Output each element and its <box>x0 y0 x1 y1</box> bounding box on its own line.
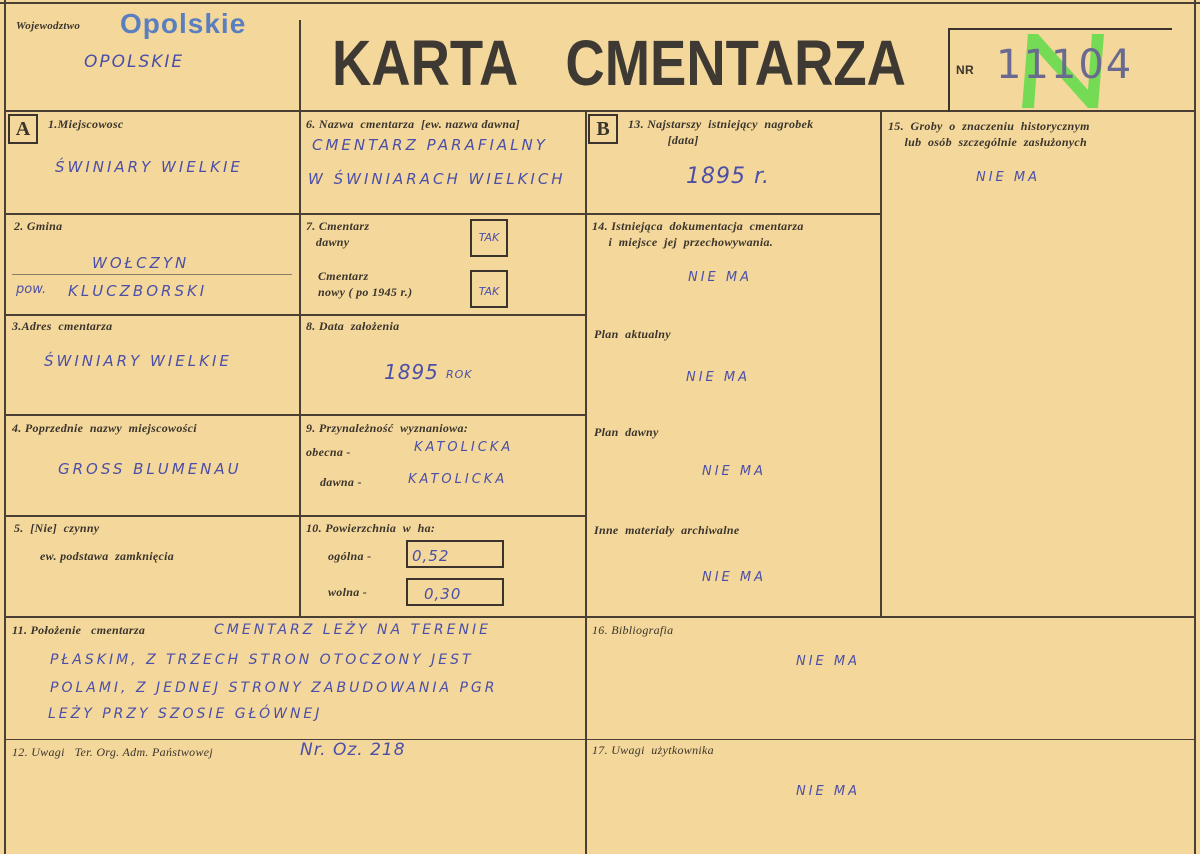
field-15-value: NIE MA <box>976 170 1041 185</box>
archive-materials-value: NIE MA <box>702 570 767 585</box>
field-2-value2: KLUCZBORSKI <box>68 282 208 300</box>
gmina-underline <box>12 274 292 275</box>
nr-label: NR <box>956 63 974 77</box>
field-9-former: KATOLICKA <box>408 472 508 487</box>
field-15-label: 15. Groby o znaczeniu historycznym lub osób szczególnie zasłużonych <box>888 119 1090 149</box>
wojewodztwo-value: OPOLSKIE <box>84 52 185 72</box>
field-11-line: POLAMI, Z JEDNEJ STRONY ZABUDOWANIA PGR <box>50 680 498 696</box>
field-9-current: KATOLICKA <box>414 440 514 455</box>
field-11-line: CMENTARZ LEŻY NA TERENIE <box>214 622 491 638</box>
plan-old-value: NIE MA <box>702 464 767 479</box>
field-2-label: 2. Gmina <box>14 219 63 233</box>
field-11-line: PŁASKIM, Z TRZECH STRON OTOCZONY JEST <box>50 652 474 668</box>
field-14-value: NIE MA <box>688 270 753 285</box>
divider <box>585 112 587 854</box>
divider <box>4 213 880 215</box>
border-top <box>0 2 1200 4</box>
field-13-label: 13. Najstarszy istniejący nagrobek [data] <box>628 117 814 147</box>
field-10-free-label: wolna - <box>328 585 368 599</box>
field-10-free: 0,30 <box>406 578 504 606</box>
field-10-total: 0,52 <box>406 540 504 568</box>
stamp-opolskie: Opolskie <box>120 8 247 39</box>
divider <box>880 112 882 617</box>
field-10-total-label: ogólna - <box>328 549 372 563</box>
wojewodztwo-label: Wojewodztwo <box>16 20 81 32</box>
field-14-label: 14. Istniejąca dokumentacja cmentarza i miejsce jej przechowywania. <box>592 219 804 249</box>
field-7-label-new: Cmentarz nowy ( po 1945 r.) <box>318 269 413 299</box>
plan-old-label: Plan dawny <box>594 425 659 439</box>
field-11-line: LEŻY PRZY SZOSIE GŁÓWNEJ <box>48 706 323 722</box>
page-title: KARTA CMENTARZA <box>332 27 906 99</box>
plan-current-value: NIE MA <box>686 370 751 385</box>
field-1-label: 1.Miejscowosc <box>48 117 124 131</box>
field-8-label: 8. Data założenia <box>306 319 400 333</box>
plan-current-label: Plan aktualny <box>594 327 671 341</box>
field-4-value: GROSS BLUMENAU <box>58 460 242 478</box>
field-3-label: 3.Adres cmentarza <box>12 319 113 333</box>
field-16-value: NIE MA <box>796 654 861 669</box>
field-17-label: 17. Uwagi użytkownika <box>592 743 714 757</box>
field-5-label2: ew. podstawa zamknięcia <box>40 549 175 563</box>
field-13-value: 1895 r. <box>686 164 770 189</box>
field-1-value: ŚWINIARY WIELKIE <box>55 158 243 176</box>
field-9-label: 9. Przynależność wyznaniowa: <box>306 421 469 435</box>
field-9-current-label: obecna - <box>306 445 351 459</box>
field-4-label: 4. Poprzednie nazwy miejscowości <box>12 421 197 435</box>
divider <box>4 314 585 316</box>
field-12-label: 12. Uwagi Ter. Org. Adm. Państwowej <box>12 745 214 759</box>
section-a-marker: A <box>8 114 38 144</box>
field-7-label-old: 7. Cmentarz dawny <box>306 219 370 249</box>
border-left <box>4 0 6 854</box>
field-6-label: 6. Nazwa cmentarza [ew. nazwa dawna] <box>306 117 520 131</box>
field-17-value: NIE MA <box>796 784 861 799</box>
divider <box>4 739 1196 740</box>
field-16-label: 16. Bibliografia <box>592 623 674 637</box>
section-b-marker: B <box>588 114 618 144</box>
field-2-value: WOŁCZYN <box>92 254 190 272</box>
field-10-label: 10. Powierzchnia w ha: <box>306 521 436 535</box>
divider <box>4 515 585 517</box>
field-7-old-checkbox: TAK <box>470 219 508 257</box>
field-2-prefix: pow. <box>16 282 47 297</box>
field-6-value: CMENTARZ PARAFIALNY <box>312 136 548 154</box>
divider <box>4 414 585 416</box>
field-12-value: Nr. Oz. 218 <box>300 740 406 760</box>
field-11-label: 11. Położenie cmentarza <box>12 623 146 637</box>
border-right <box>1194 0 1196 854</box>
divider <box>4 616 1196 618</box>
nr-value: 11104 <box>996 42 1134 88</box>
field-8-value: 1895 <box>384 360 439 384</box>
field-3-value: ŚWINIARY WIELKIE <box>44 352 232 370</box>
field-7-new-checkbox: TAK <box>470 270 508 308</box>
archive-materials-label: Inne materiały archiwalne <box>594 523 740 537</box>
field-9-former-label: dawna - <box>320 475 362 489</box>
field-6-value2: W ŚWINIARACH WIELKICH <box>308 170 566 188</box>
field-8-suffix: ROK <box>446 368 473 381</box>
field-5-label: 5. [Nie] czynny <box>14 521 100 535</box>
